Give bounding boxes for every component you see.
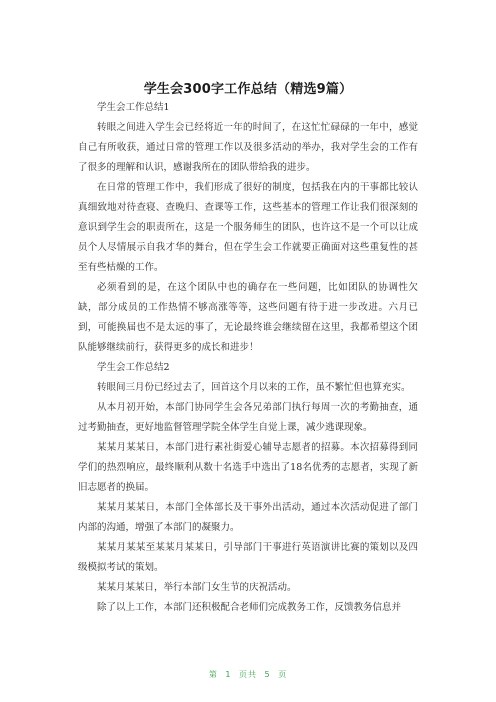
body-paragraph: 从本月初开始，本部门协同学生会各兄弟部门执行每周一次的考勤抽查，通过考勤抽查，更好地监督管理学院全体学生自觉上课，减少逃课现象。: [78, 402, 418, 433]
page-current-number: 1: [225, 670, 232, 679]
section-heading: 学生会工作总结1: [97, 102, 170, 113]
body-paragraph: 某某月某某日，本部门进行素社街爱心辅导志愿者的招募。本次招募得到同学们的热烈响应，最终顺利从数十名选手中选出了18名优秀的志愿者，实现了新旧志愿者的换届。: [78, 442, 418, 493]
body-paragraph: 某某月某某日，举行本部门女生节的庆祝活动。: [97, 582, 297, 593]
body-paragraph: 除了以上工作，本部门还积极配合老师们完成教务工作，反馈教务信息并: [97, 602, 402, 613]
page-label-prefix: 第: [208, 670, 218, 679]
document-title: 学生会300字工作总结（精选9篇）: [143, 82, 353, 97]
page-number-footer: [0, 669, 496, 680]
page-total-number: 5: [264, 670, 271, 679]
body-paragraph: 转眼之间进入学生会已经将近一年的时间了，在这忙忙碌碌的一年中，感觉自己有所收获，通过日常的管理工作以及很多活动的举办，我对学生会的工作有了很多的理解和认识，感谢我所在的团队带给我的进步。: [78, 122, 418, 173]
page-label-mid: 页共: [239, 670, 257, 679]
body-paragraph: 某某月某某至某某月某某日，引导部门干事进行英语演讲比赛的策划以及四级模拟考试的策划。: [78, 542, 418, 573]
body-paragraph: 转眼间三月份已经过去了，回首这个月以来的工作，虽不繁忙但也算充实。: [97, 382, 411, 393]
document-body: [78, 98, 418, 618]
section-heading: 学生会工作总结2: [97, 362, 170, 373]
page-label-suffix: 页: [278, 670, 288, 679]
body-paragraph: 某某月某某日，本部门全体部长及干事外出活动，通过本次活动促进了部门内部的沟通，增强了本部门的凝聚力。: [78, 502, 418, 533]
body-paragraph: 在日常的管理工作中，我们形成了很好的制度，包括我在内的干事都比较认真细致地对待查寝、查晚归、查课等工作，这些基本的管理工作让我们很深刻的意识到学生会的职责所在，这是一个服务师生的团队，也许这不是一个可以让成员个人尽情展示自我才华的舞台，但在学生会工作就要正确面对这些重复性的甚至有些枯燥的工作。: [78, 182, 418, 273]
body-paragraph: 必须看到的是，在这个团队中也的确存在一些问题，比如团队的协调性欠缺，部分成员的工作热情不够高涨等等，这些问题有待于进一步改进。六月已到，可能换届也不是太远的事了，无论最终谁会继续留在这里，我都希望这个团队能够继续前行，获得更多的成长和进步！: [78, 282, 418, 353]
